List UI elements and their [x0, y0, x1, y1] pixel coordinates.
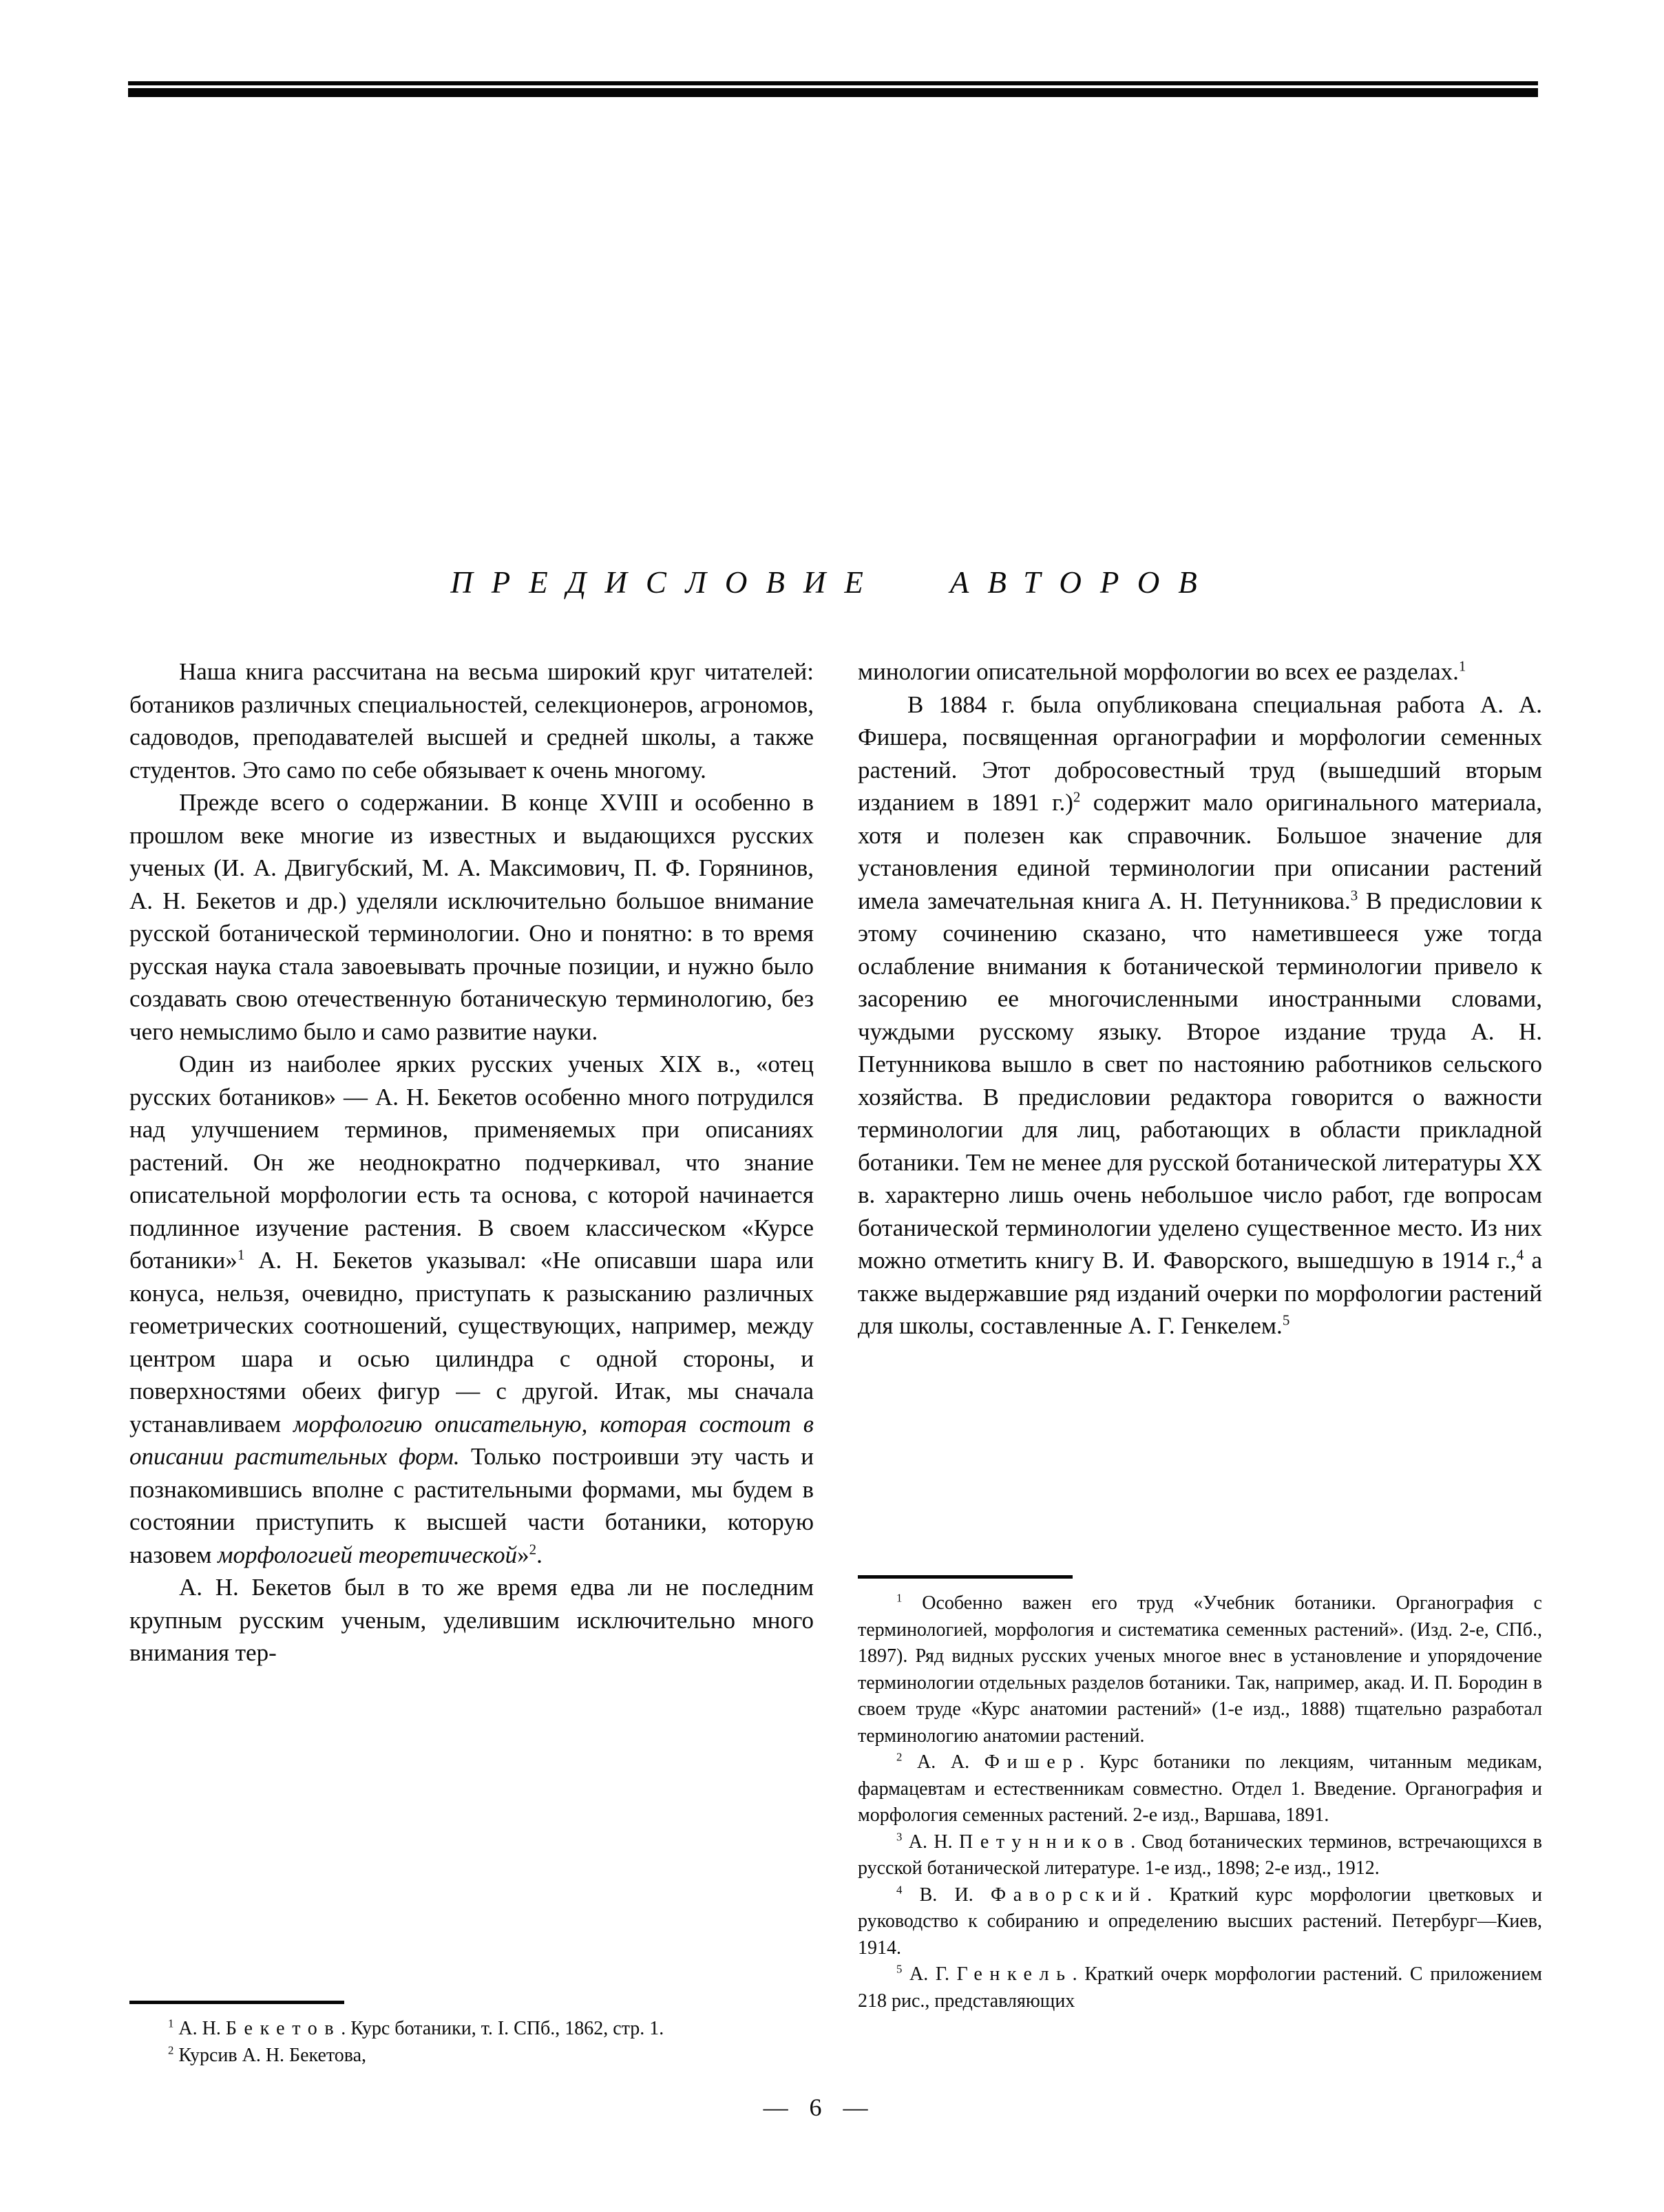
paragraph: В 1884 г. была опубликована специальная работа А. А. Фишера, посвященная органографии и морфологии семенных растений. Этот добросовестный труд (вышедший вторым изданием в 1891 г.)$^2$ содержит мало оригинального материала, хотя и полезен как справочник. Большое значение для установления единой терминологии при описании растений имела замечательная книга А. Н. Петунникова.$^3$ В предисловии к этому сочинению сказано, что наметившееся уже тогда ослабление внимания к ботанической терминологии привело к засорению ее многочисленными иностранными словами, чуждыми русскому языку. Второе издание труда А. Н. Петунникова вышло в свет по настоянию работников сельского хозяйства. В предисловии редактора говорится о важности терминологии для лиц, работающих в области прикладной ботаники. Тем не менее для русской ботанической литературы XX в. характерно лишь очень небольшое число работ, где вопросам ботанической терминологии уделено существенное место. Из них можно отметить книгу В. И. Фаворского, вышедшую в 1914 г.,$^4$ а также выдержавшие ряд изданий очерки по морфологии растений для школы, составленные А. Г. Генкелем.$^5$: [858, 691, 1542, 1339]
footnote: $^5$ А. Г. Генкель. Краткий очерк морфологии растений. С приложением 218 рис., представляющих: [858, 1962, 1543, 2012]
footnote: $^2$ Курсив А. Н. Бекетова,: [168, 2043, 367, 2066]
paragraph-continuation: минологии описательной морфологии во всех ее разделах.$^1$: [858, 657, 1466, 685]
footnote-separator-right: [858, 1575, 1073, 1579]
footnote: $^1$ А. Н. Бекетов. Курс ботаники, т. I. СПб., 1862, стр. 1.: [168, 2016, 664, 2039]
footnote: $^2$ А. А. Фишер. Курс ботаники по лекциям, читанным медикам, фармацевтам и естественникам совместно. Отдел 1. Введение. Органография и морфология семенных растений. 2-е изд., Варшава, 1891.: [858, 1750, 1542, 1826]
header-rule-thick: [128, 88, 1538, 97]
footnote: $^1$ Особенно важен его труд «Учебник ботаники. Органография с терминологией, морфология и систематика семенных растений». (Изд. 2-е, СПб., 1897). Ряд видных русских ученых многое внес в установление и упорядочение терминологии отдельных разделов ботаники. Так, например, акад. И. П. Бородин в своем труде «Курс анатомии растений» (1-е изд., 1888) тщательно разработал терминологию анатомии растений.: [858, 1591, 1542, 1747]
page-title: ПРЕДИСЛОВИЕ АВТОРОВ: [450, 565, 1216, 600]
paragraph: Один из наиболее ярких русских ученых XIX в., «отец русских ботаников» — А. Н. Бекетов особенно много потрудился над улучшением терминов, применяемых при описаниях растений. Он же неоднократно подчеркивал, что знание описательной морфологии есть та основа, с которой начинается подлинное изучение растения. В своем классическом «Курсе ботаники»$^1$ А. Н. Бекетов указывал: «Не описавши шара или конуса, нельзя, очевидно, приступать к разысканию различных геометрических соотношений, существующих, например, между центром шара и осью цилиндра с одной стороны, и поверхностями обеих фигур — с другой. Итак, мы сначала устанавливаем морфологию описательную, которая состоит в описании растительных форм. Только построивши эту часть и познакомившись вполне с растительными формами, мы будем в состоянии приступить к высшей части ботаники, которую назовем морфологией теоретической»$^2$.: [129, 1051, 814, 1568]
page-number: — 6 —: [763, 2094, 870, 2121]
footnote: $^4$ В. И. Фаворский. Краткий курс морфологии цветковых и руководство к собиранию и определению высших растений. Петербург—Киев, 1914.: [858, 1883, 1542, 1959]
footnotes-right: [858, 1590, 1542, 2014]
paragraph: Прежде всего о содержании. В конце XVIII и особенно в прошлом веке многие из известных и выдающихся русских ученых (И. А. Двигубский, М. А. Максимович, П. Ф. Горянинов, А. Н. Бекетов и др.) уделяли исключительно большое внимание русской ботанической терминологии. Оно и понятно: в то время русская наука стала завоевывать прочные позиции, и нужно было создавать свою отечественную ботаническую терминологию, без чего немыслимо было и само развитие науки.: [129, 789, 814, 1045]
footnotes-left: [129, 2016, 814, 2069]
right-column: [858, 655, 1542, 1342]
footnote-separator-left: [129, 2001, 344, 2004]
paragraph: А. Н. Бекетов был в то же время едва ли не последним крупным русским ученым, уделившим исключительно много внимания тер-: [129, 1574, 814, 1666]
left-column: [129, 655, 814, 1669]
paragraph: Наша книга рассчитана на весьма широкий круг читателей: ботаников различных специальностей, селекционеров, агрономов, садоводов, преподавателей высшей и средней школы, а также студентов. Это само по себе обязывает к очень многому.: [129, 658, 814, 783]
header-double-rule: [128, 81, 1538, 97]
footnote: $^3$ А. Н. Петунников. Свод ботанических терминов, встречающихся в русской ботанической литературе. 1-е изд., 1898; 2-е изд., 1912.: [858, 1830, 1542, 1879]
